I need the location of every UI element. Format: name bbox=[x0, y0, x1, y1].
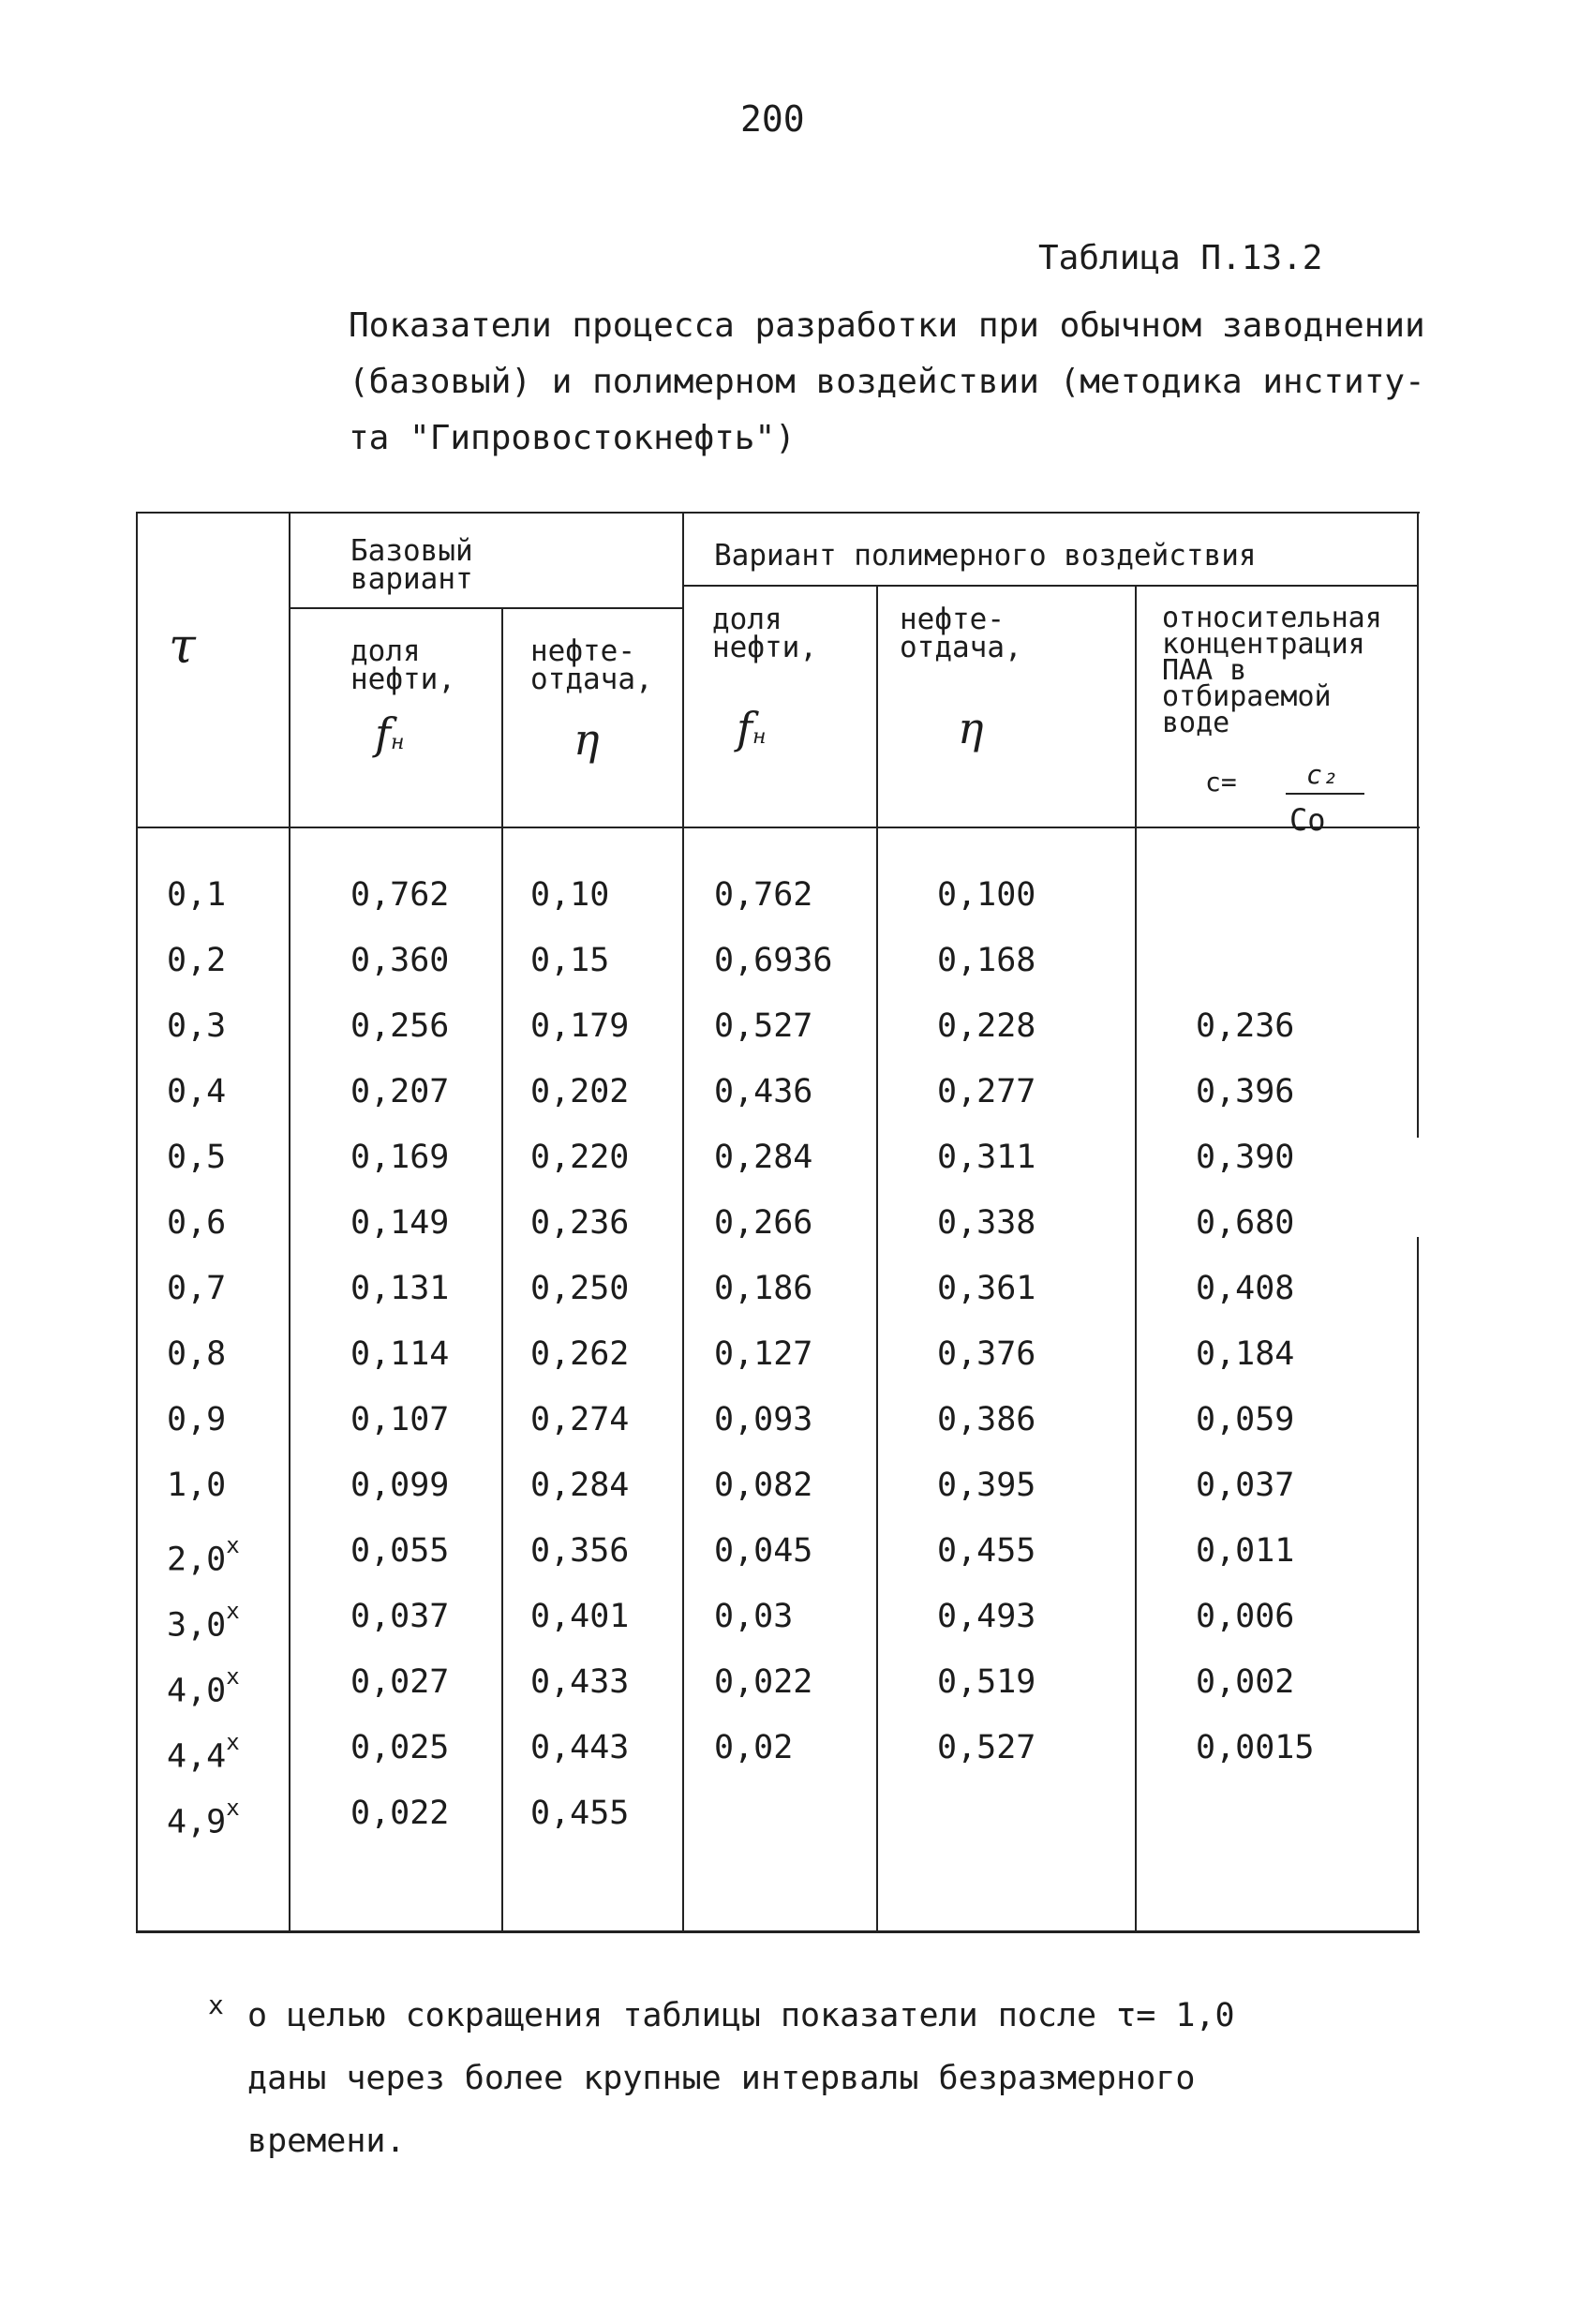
cell-base-recovery bbox=[530, 1795, 629, 1832]
base-oil-fraction-header: доля нефти, bbox=[350, 634, 455, 696]
cell-poly-recovery bbox=[937, 942, 1035, 979]
cell-poly-recovery bbox=[937, 1139, 1035, 1176]
cell-base-recovery bbox=[530, 1270, 629, 1307]
cell-rel-concentration-value: 0,002 bbox=[1196, 1663, 1295, 1701]
symbol-f: f bbox=[737, 703, 753, 753]
cell-base-recovery bbox=[530, 1204, 629, 1242]
cell-poly-oil-fraction bbox=[714, 1467, 812, 1504]
cell-rel-concentration-value: 0,236 bbox=[1196, 1007, 1295, 1045]
cell-poly-recovery-value: 0,338 bbox=[937, 1204, 1036, 1242]
cell-tau bbox=[167, 1335, 226, 1373]
formula-numerator: c₂ bbox=[1306, 759, 1338, 790]
cell-rel-concentration bbox=[1196, 1270, 1294, 1307]
column-separator bbox=[289, 512, 290, 1932]
cell-poly-recovery bbox=[937, 1007, 1035, 1045]
cell-rel-concentration bbox=[1196, 1532, 1294, 1570]
cell-poly-oil-fraction-value: 0,186 bbox=[714, 1270, 813, 1307]
poly-recovery-header: нефте-отдача, bbox=[900, 603, 1022, 664]
cell-base-oil-fraction-value: 0,207 bbox=[350, 1073, 450, 1110]
cell-base-oil-fraction-value: 0,037 bbox=[350, 1598, 450, 1635]
cell-tau-value: 3,0 bbox=[167, 1606, 227, 1645]
cell-base-recovery-value: 0,455 bbox=[530, 1795, 630, 1832]
cell-tau bbox=[167, 876, 226, 914]
cell-poly-oil-fraction-value: 0,762 bbox=[714, 876, 813, 914]
cell-poly-oil-fraction-value: 0,045 bbox=[714, 1532, 813, 1570]
cell-poly-recovery-value: 0,277 bbox=[937, 1073, 1036, 1110]
cell-tau-value: 4,0 bbox=[167, 1672, 227, 1710]
header-bottom-rule bbox=[136, 827, 1420, 828]
symbol-f-subscript: н bbox=[752, 725, 767, 749]
cell-poly-recovery bbox=[937, 1270, 1035, 1307]
cell-base-oil-fraction bbox=[350, 1401, 449, 1438]
cell-base-recovery-value: 0,10 bbox=[530, 876, 610, 914]
cell-base-oil-fraction bbox=[350, 1270, 449, 1307]
cell-poly-oil-fraction bbox=[714, 1139, 812, 1176]
cell-base-oil-fraction-value: 0,107 bbox=[350, 1401, 450, 1438]
cell-poly-oil-fraction-value: 0,6936 bbox=[714, 942, 833, 979]
cell-poly-oil-fraction bbox=[714, 942, 832, 979]
cell-base-oil-fraction-value: 0,055 bbox=[350, 1532, 450, 1570]
cell-base-oil-fraction-value: 0,169 bbox=[350, 1139, 450, 1176]
caption-line: Показатели процесса разработки при обычном заводнении bbox=[349, 306, 1425, 345]
cell-poly-oil-fraction-value: 0,527 bbox=[714, 1007, 813, 1045]
cell-base-recovery-value: 0,356 bbox=[530, 1532, 630, 1570]
cell-poly-oil-fraction-value: 0,127 bbox=[714, 1335, 813, 1373]
cell-tau-value: 2,0 bbox=[167, 1541, 227, 1579]
cell-base-recovery-value: 0,262 bbox=[530, 1335, 630, 1373]
cell-tau bbox=[167, 942, 226, 979]
cell-poly-oil-fraction-value: 0,02 bbox=[714, 1729, 794, 1766]
cell-rel-concentration bbox=[1196, 1335, 1294, 1373]
cell-poly-oil-fraction-value: 0,082 bbox=[714, 1467, 813, 1504]
column-separator bbox=[876, 587, 878, 1932]
cell-rel-concentration-value: 0,059 bbox=[1196, 1401, 1295, 1438]
cell-poly-oil-fraction bbox=[714, 1335, 812, 1373]
cell-poly-recovery-value: 0,228 bbox=[937, 1007, 1036, 1045]
cell-rel-concentration bbox=[1196, 1663, 1294, 1701]
cell-tau-value: 0,3 bbox=[167, 1007, 227, 1045]
cell-base-recovery-value: 0,220 bbox=[530, 1139, 630, 1176]
footnote-marker: x bbox=[226, 1729, 240, 1755]
cell-poly-oil-fraction-value: 0,436 bbox=[714, 1073, 813, 1110]
footnote-marker: x bbox=[226, 1795, 240, 1821]
cell-rel-concentration bbox=[1196, 1598, 1294, 1635]
cell-rel-concentration-value: 0,184 bbox=[1196, 1335, 1295, 1373]
cell-base-oil-fraction-value: 0,025 bbox=[350, 1729, 450, 1766]
cell-poly-recovery bbox=[937, 1598, 1035, 1635]
column-separator bbox=[1135, 587, 1137, 1932]
cell-base-recovery-value: 0,284 bbox=[530, 1467, 630, 1504]
cell-poly-recovery bbox=[937, 1729, 1035, 1766]
cell-tau bbox=[167, 1729, 240, 1776]
cell-tau bbox=[167, 1795, 240, 1841]
cell-rel-concentration bbox=[1196, 1729, 1314, 1766]
cell-base-oil-fraction bbox=[350, 1532, 449, 1570]
cell-poly-recovery-value: 0,311 bbox=[937, 1139, 1036, 1176]
cell-tau-value: 0,5 bbox=[167, 1139, 227, 1176]
footnote-marker: x bbox=[226, 1598, 240, 1624]
base-recovery-symbol: η bbox=[574, 714, 600, 765]
symbol-f-subscript: н bbox=[391, 731, 405, 754]
cell-poly-recovery-value: 0,376 bbox=[937, 1335, 1036, 1373]
cell-tau bbox=[167, 1532, 240, 1579]
table-border-top bbox=[136, 512, 1420, 514]
cell-base-oil-fraction-value: 0,114 bbox=[350, 1335, 450, 1373]
cell-base-recovery bbox=[530, 1335, 629, 1373]
page-number: 200 bbox=[740, 98, 805, 140]
cell-base-oil-fraction bbox=[350, 1073, 449, 1110]
cell-poly-recovery-value: 0,100 bbox=[937, 876, 1036, 914]
cell-base-oil-fraction bbox=[350, 1663, 449, 1701]
cell-base-recovery-value: 0,250 bbox=[530, 1270, 630, 1307]
cell-rel-concentration bbox=[1196, 1204, 1294, 1242]
cell-tau-value: 1,0 bbox=[167, 1467, 227, 1504]
cell-tau-value: 0,2 bbox=[167, 942, 227, 979]
cell-base-recovery bbox=[530, 1663, 629, 1701]
table-label: Таблица П.13.2 bbox=[1038, 239, 1323, 277]
cell-poly-oil-fraction-value: 0,022 bbox=[714, 1663, 813, 1701]
table-border-left bbox=[136, 512, 138, 1932]
cell-tau bbox=[167, 1073, 226, 1110]
cell-base-recovery bbox=[530, 876, 609, 914]
cell-rel-concentration-value: 0,680 bbox=[1196, 1204, 1295, 1242]
cell-base-recovery-value: 0,236 bbox=[530, 1204, 630, 1242]
cell-poly-oil-fraction-value: 0,093 bbox=[714, 1401, 813, 1438]
cell-poly-recovery-value: 0,527 bbox=[937, 1729, 1036, 1766]
caption-line: та "Гипровостокнефть") bbox=[349, 419, 796, 457]
column-separator bbox=[682, 512, 684, 1932]
cell-tau-value: 0,8 bbox=[167, 1335, 227, 1373]
cell-poly-oil-fraction bbox=[714, 1007, 812, 1045]
formula-fraction-bar bbox=[1286, 793, 1364, 795]
cell-poly-recovery-value: 0,168 bbox=[937, 942, 1036, 979]
footnote-marker: x bbox=[226, 1532, 240, 1558]
formula-lhs: c= bbox=[1205, 767, 1237, 797]
cell-base-oil-fraction-value: 0,022 bbox=[350, 1795, 450, 1832]
cell-poly-recovery-value: 0,395 bbox=[937, 1467, 1036, 1504]
cell-poly-recovery bbox=[937, 1401, 1035, 1438]
cell-poly-oil-fraction-value: 0,266 bbox=[714, 1204, 813, 1242]
cell-tau-value: 4,4 bbox=[167, 1737, 227, 1776]
cell-base-recovery bbox=[530, 1073, 629, 1110]
cell-base-oil-fraction-value: 0,360 bbox=[350, 942, 450, 979]
cell-base-recovery bbox=[530, 1532, 629, 1570]
footnote-text bbox=[247, 1985, 1372, 2173]
cell-rel-concentration-value: 0,037 bbox=[1196, 1467, 1295, 1504]
cell-rel-concentration bbox=[1196, 1139, 1294, 1176]
cell-base-recovery bbox=[530, 1598, 629, 1635]
header-rule bbox=[682, 585, 1419, 587]
cell-base-oil-fraction bbox=[350, 1795, 449, 1832]
base-oil-fraction-symbol bbox=[375, 708, 405, 759]
cell-rel-concentration-value: 0,396 bbox=[1196, 1073, 1295, 1110]
cell-base-oil-fraction bbox=[350, 876, 449, 914]
cell-base-recovery-value: 0,202 bbox=[530, 1073, 630, 1110]
cell-poly-recovery bbox=[937, 1335, 1035, 1373]
polymer-variant-header: Вариант полимерного воздействия bbox=[714, 539, 1257, 573]
cell-rel-concentration bbox=[1196, 1401, 1294, 1438]
cell-base-oil-fraction bbox=[350, 1007, 449, 1045]
cell-tau-value: 0,6 bbox=[167, 1204, 227, 1242]
cell-poly-recovery bbox=[937, 1467, 1035, 1504]
cell-rel-concentration bbox=[1196, 1467, 1294, 1504]
tau-header: τ bbox=[169, 618, 196, 675]
cell-tau-value: 4,9 bbox=[167, 1803, 227, 1841]
cell-base-recovery bbox=[530, 1139, 629, 1176]
cell-poly-oil-fraction bbox=[714, 1204, 812, 1242]
cell-rel-concentration-value: 0,011 bbox=[1196, 1532, 1295, 1570]
cell-base-recovery-value: 0,433 bbox=[530, 1663, 630, 1701]
cell-base-oil-fraction-value: 0,256 bbox=[350, 1007, 450, 1045]
cell-poly-oil-fraction bbox=[714, 1270, 812, 1307]
cell-poly-recovery bbox=[937, 876, 1035, 914]
formula-denominator: Co bbox=[1289, 802, 1326, 838]
cell-tau-value: 0,7 bbox=[167, 1270, 227, 1307]
cell-poly-recovery-value: 0,361 bbox=[937, 1270, 1036, 1307]
symbol-f: f bbox=[375, 708, 392, 759]
cell-poly-recovery-value: 0,519 bbox=[937, 1663, 1036, 1701]
cell-tau-value: 0,1 bbox=[167, 876, 227, 914]
cell-poly-recovery bbox=[937, 1204, 1035, 1242]
cell-base-oil-fraction bbox=[350, 1139, 449, 1176]
cell-poly-oil-fraction bbox=[714, 1598, 793, 1635]
base-variant-header: Базовый вариант bbox=[350, 534, 473, 596]
cell-base-recovery-value: 0,274 bbox=[530, 1401, 630, 1438]
cell-poly-oil-fraction bbox=[714, 1663, 812, 1701]
footnote-marker: x bbox=[226, 1663, 240, 1690]
cell-base-oil-fraction-value: 0,027 bbox=[350, 1663, 450, 1701]
cell-poly-recovery bbox=[937, 1663, 1035, 1701]
cell-tau-value: 0,9 bbox=[167, 1401, 227, 1438]
base-recovery-header: нефте-отдача, bbox=[530, 634, 653, 696]
footnote-mark: x bbox=[208, 1989, 224, 2020]
cell-rel-concentration bbox=[1196, 1007, 1294, 1045]
cell-base-oil-fraction bbox=[350, 1467, 449, 1504]
cell-rel-concentration bbox=[1196, 1073, 1294, 1110]
footnote-line: времени. bbox=[247, 2123, 406, 2160]
cell-base-recovery bbox=[530, 1007, 629, 1045]
poly-recovery-symbol: η bbox=[958, 703, 984, 753]
cell-poly-recovery-value: 0,493 bbox=[937, 1598, 1036, 1635]
table-border-right bbox=[1417, 512, 1419, 1138]
cell-tau bbox=[167, 1401, 226, 1438]
cell-base-oil-fraction-value: 0,762 bbox=[350, 876, 450, 914]
table-border-right-lower bbox=[1417, 1237, 1419, 1932]
cell-base-oil-fraction bbox=[350, 1598, 449, 1635]
cell-tau bbox=[167, 1270, 226, 1307]
cell-base-oil-fraction-value: 0,099 bbox=[350, 1467, 450, 1504]
cell-rel-concentration-value: 0,0015 bbox=[1196, 1729, 1315, 1766]
cell-base-recovery-value: 0,179 bbox=[530, 1007, 630, 1045]
caption-line: (базовый) и полимерном воздействии (методика институ- bbox=[349, 363, 1425, 401]
cell-tau bbox=[167, 1139, 226, 1176]
cell-tau bbox=[167, 1467, 226, 1504]
cell-rel-concentration-value: 0,408 bbox=[1196, 1270, 1295, 1307]
cell-base-recovery bbox=[530, 1729, 629, 1766]
cell-poly-recovery bbox=[937, 1073, 1035, 1110]
cell-rel-concentration-value: 0,390 bbox=[1196, 1139, 1295, 1176]
cell-base-oil-fraction bbox=[350, 1204, 449, 1242]
cell-base-recovery bbox=[530, 1467, 629, 1504]
cell-poly-oil-fraction bbox=[714, 1532, 812, 1570]
cell-tau bbox=[167, 1598, 240, 1645]
cell-poly-oil-fraction bbox=[714, 1401, 812, 1438]
rel-concentration-header: относительная концентрация ПАА в отбираемой воде bbox=[1162, 602, 1382, 739]
column-separator bbox=[501, 607, 503, 1932]
cell-base-oil-fraction bbox=[350, 942, 449, 979]
cell-poly-recovery-value: 0,455 bbox=[937, 1532, 1036, 1570]
table-border-bottom bbox=[136, 1930, 1420, 1933]
footnote-line: о целью сокращения таблицы показатели после τ= 1,0 bbox=[247, 1997, 1235, 2034]
cell-base-oil-fraction bbox=[350, 1335, 449, 1373]
cell-base-recovery bbox=[530, 1401, 629, 1438]
cell-poly-recovery bbox=[937, 1532, 1035, 1570]
cell-poly-oil-fraction bbox=[714, 876, 812, 914]
cell-poly-oil-fraction bbox=[714, 1729, 793, 1766]
cell-tau-value: 0,4 bbox=[167, 1073, 227, 1110]
cell-base-recovery-value: 0,401 bbox=[530, 1598, 630, 1635]
poly-oil-fraction-symbol bbox=[737, 703, 767, 753]
cell-rel-concentration-value: 0,006 bbox=[1196, 1598, 1295, 1635]
poly-oil-fraction-header: доля нефти, bbox=[712, 603, 817, 664]
cell-poly-oil-fraction-value: 0,284 bbox=[714, 1139, 813, 1176]
cell-base-recovery bbox=[530, 942, 609, 979]
cell-poly-recovery-value: 0,386 bbox=[937, 1401, 1036, 1438]
footnote-line: даны через более крупные интервалы безразмерного bbox=[247, 2060, 1196, 2097]
cell-poly-oil-fraction bbox=[714, 1073, 812, 1110]
cell-tau bbox=[167, 1204, 226, 1242]
cell-tau bbox=[167, 1663, 240, 1710]
cell-base-oil-fraction-value: 0,149 bbox=[350, 1204, 450, 1242]
header-rule bbox=[289, 607, 684, 609]
cell-base-oil-fraction-value: 0,131 bbox=[350, 1270, 450, 1307]
cell-tau bbox=[167, 1007, 226, 1045]
cell-poly-oil-fraction-value: 0,03 bbox=[714, 1598, 794, 1635]
cell-base-recovery-value: 0,15 bbox=[530, 942, 610, 979]
cell-base-oil-fraction bbox=[350, 1729, 449, 1766]
cell-base-recovery-value: 0,443 bbox=[530, 1729, 630, 1766]
